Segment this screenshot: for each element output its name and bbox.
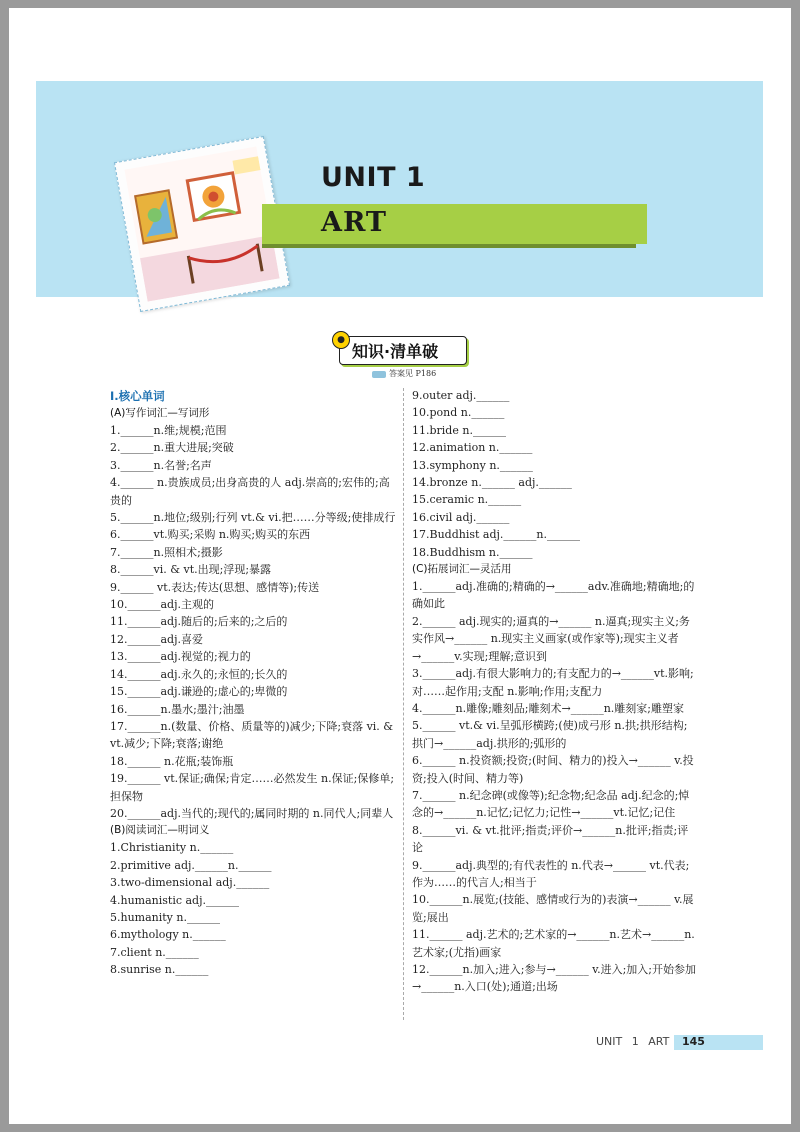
vocab-item: 17.Buddhist adj.______n.______ [412, 528, 580, 542]
vocab-item: 14.______adj.永久的;永恒的;长久的 [110, 667, 288, 681]
vocab-item: 7.client n.______ [110, 945, 199, 959]
vocab-item: 5.______n.地位;级别;行列 vt.& vi.把……分等级;使排成行 [110, 511, 396, 525]
vocab-item: 15.______adj.谦逊的;虚心的;卑微的 [110, 685, 288, 699]
vocab-item: 12.______n.加入;进入;参与→______ v.进入;加入;开始参加→______n.入口(处);通道;出场 [412, 963, 697, 994]
left-column [110, 387, 397, 979]
vocab-item: 2.______n.重大进展;突破 [110, 441, 234, 455]
unit-title: UNIT 1 [321, 162, 426, 193]
subsection-heading: (C)拓展词汇—灵活用 [412, 563, 512, 576]
key-icon [372, 371, 386, 378]
vocab-item: 5.humanity n.______ [110, 910, 220, 924]
subsection-heading: (B)阅读词汇—明词义 [110, 824, 210, 837]
vocab-item: 9.______ vt.表达;传达(思想、感情等);传送 [110, 580, 320, 594]
vocab-item: 10.______n.展览;(技能、感情或行为的)表演→______ v.展览;展出 [412, 893, 694, 924]
vocab-item: 14.bronze n.______ adj.______ [412, 476, 572, 490]
vocab-item: 10.pond n.______ [412, 406, 505, 420]
vocab-item: 1.______adj.准确的;精确的→______adv.准确地;精确地;的确如此 [412, 580, 695, 611]
answer-reference [372, 368, 436, 379]
vocab-item: 7.______n.照相术;摄影 [110, 545, 223, 559]
vocab-item: 1.Christianity n.______ [110, 841, 234, 855]
title-bar-shadow [262, 244, 636, 248]
art-title: ART [321, 207, 388, 238]
vocab-item: 13.______adj.视觉的;视力的 [110, 650, 251, 664]
vocab-item: 4.humanistic adj.______ [110, 893, 240, 907]
vocab-item: 12.______adj.喜爱 [110, 632, 204, 646]
title-bar [262, 204, 647, 244]
vocab-item: 6.______vt.购买;采购 n.购买;购买的东西 [110, 528, 311, 542]
vocab-item: 16.______n.墨水;墨汁;油墨 [110, 702, 245, 716]
vocab-item: 6.______ n.投资额;投资;(时间、精力的)投入→______ v.投资;投入(时间、精力等) [412, 754, 694, 785]
vocab-item: 18.______ n.花瓶;装饰瓶 [110, 754, 234, 768]
vocab-item: 4.______n.雕像;雕刻品;雕刻术→______n.雕刻家;雕塑家 [412, 701, 684, 715]
vocab-item: 8.sunrise n.______ [110, 963, 209, 977]
answer-reference-text: 答案见 P186 [389, 369, 437, 378]
right-column [412, 387, 698, 996]
gallery-picture-icon [124, 146, 279, 301]
vocab-item: 11.bride n.______ [412, 423, 506, 437]
column-divider [403, 388, 404, 1020]
vocab-item: 6.mythology n.______ [110, 928, 226, 942]
vocab-item: 9.outer adj.______ [412, 389, 510, 402]
vocab-item: 1.______n.维;规模;范围 [110, 424, 227, 437]
vocab-item: 11.______ adj.艺术的;艺术家的→______n.艺术→______n.艺术家;(尤指)画家 [412, 928, 695, 959]
footer-label: UNIT 1 ART [596, 1035, 670, 1048]
section-badge-icon: ● [332, 331, 350, 349]
vocab-item: 20.______adj.当代的;现代的;属同时期的 n.同代人;同辈人 [110, 806, 394, 820]
vocab-item: 17.______n.(数量、价格、质量等的)减少;下降;衰落 vi. & vt.减少;下降;衰落;谢绝 [110, 719, 394, 751]
vocab-item: 13.symphony n.______ [412, 458, 533, 472]
vocab-item: 8.______vi. & vt.批评;指责;评价→______n.批评;指责;评论 [412, 823, 689, 855]
vocab-item: 7.______ n.纪念碑(或像等);纪念物;纪念品 adj.纪念的;悼念的→______n.记忆;记忆力;记性→______vt.记忆;记住 [412, 788, 690, 820]
subsection-heading: (A)写作词汇—写词形 [110, 407, 210, 419]
vocab-item: 9.______adj.典型的;有代表性的 n.代表→______ vt.代表;作为……的代言人;相当于 [412, 858, 690, 889]
section-badge [339, 336, 467, 365]
vocab-item: 19.______ vt.保证;确保;肯定……必然发生 n.保证;保修单;担保物 [110, 772, 395, 803]
vocab-item: 15.ceramic n.______ [412, 493, 522, 507]
vocab-item: 16.civil adj.______ [412, 510, 510, 524]
vocab-item: 8.______vi. & vt.出现;浮现;暴露 [110, 563, 272, 577]
vocab-item: 18.Buddhism n.______ [412, 545, 533, 559]
vocab-item: 4.______ n.贵族成员;出身高贵的人 adj.崇高的;宏伟的;高贵的 [110, 476, 390, 507]
section-title: 知识·清单破 [352, 342, 439, 361]
vocab-item: 3.______adj.有很大影响力的;有支配力的→______vt.影响;对……起作用;支配 n.影响;作用;支配力 [412, 667, 694, 698]
vocab-item: 3.two-dimensional adj.______ [110, 876, 270, 890]
vocab-item: 5.______ vt.& vi.呈弧形横跨;(使)成弓形 n.拱;拱形结构;拱门→______adj.拱形的;弧形的 [412, 719, 688, 750]
vocab-item: 2.______ adj.现实的;逼真的→______ n.逼真;现实主义;务实作风→______ n.现实主义画家(或作家等);现实主义者→______v.实现;理解;意识到 [412, 614, 690, 663]
page-number: 145 [682, 1035, 705, 1048]
section-heading: Ⅰ.核心单词 [110, 389, 165, 403]
vocab-item: 3.______n.名誉;名声 [110, 458, 212, 472]
vocab-item: 12.animation n.______ [412, 441, 533, 455]
vocab-item: 2.primitive adj.______n.______ [110, 858, 272, 872]
vocab-item: 10.______adj.主观的 [110, 598, 215, 612]
vocab-item: 11.______adj.随后的;后来的;之后的 [110, 615, 288, 629]
